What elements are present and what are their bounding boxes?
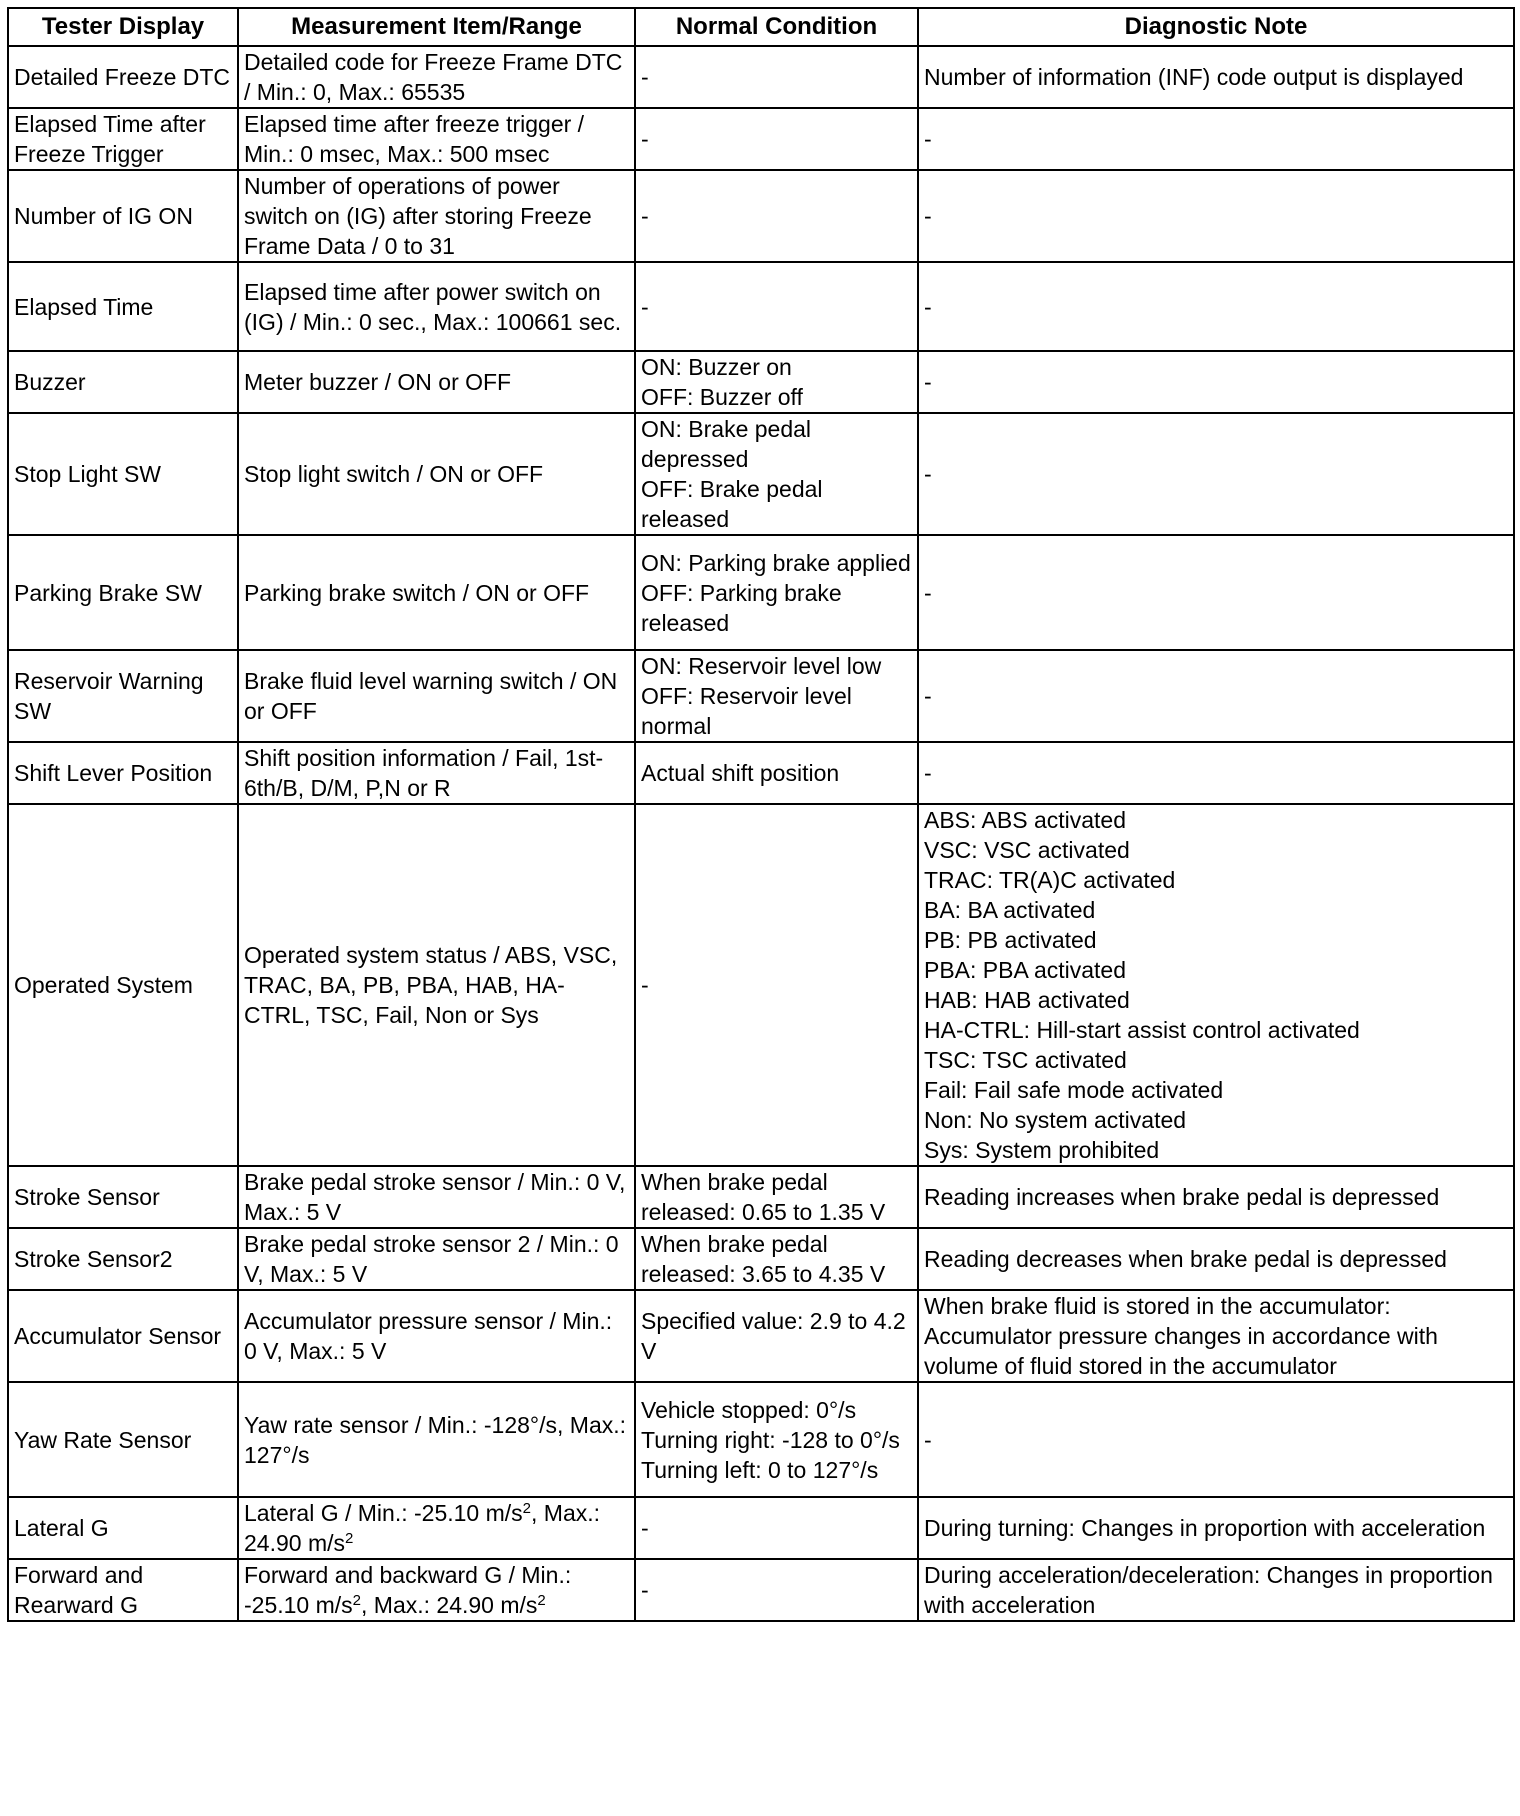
table-row — [8, 108, 1514, 170]
cell-measurement: Forward and backward G / Min.: -25.10 $m/s^2$, Max.: 24.90 $m/s^2$ — [238, 1559, 635, 1621]
cell-normal-condition: ON: Buzzer on OFF: Buzzer off — [635, 351, 918, 413]
table-row — [8, 1228, 1514, 1290]
table-row — [8, 170, 1514, 262]
cell-diagnostic-note: - — [918, 413, 1514, 535]
cell-diagnostic-note: Reading decreases when brake pedal is depressed — [918, 1228, 1514, 1290]
table-row — [8, 1166, 1514, 1228]
cell-measurement: Elapsed time after power switch on (IG) / Min.: 0 sec., Max.: 100661 sec. — [238, 262, 635, 351]
cell-diagnostic-note: - — [918, 262, 1514, 351]
cell-diagnostic-note: - — [918, 742, 1514, 804]
cell-normal-condition: - — [635, 170, 918, 262]
header-diagnostic-note: Diagnostic Note — [918, 8, 1514, 46]
cell-measurement: Parking brake switch / ON or OFF — [238, 535, 635, 650]
cell-normal-condition: - — [635, 1559, 918, 1621]
cell-measurement: Meter buzzer / ON or OFF — [238, 351, 635, 413]
table-row — [8, 351, 1514, 413]
cell-tester-display: Lateral G — [8, 1497, 238, 1559]
cell-normal-condition: ON: Reservoir level low OFF: Reservoir level normal — [635, 650, 918, 742]
cell-measurement: Lateral G / Min.: -25.10 $m/s^2$, Max.: 24.90 $m/s^2$ — [238, 1497, 635, 1559]
table-body — [8, 46, 1514, 1621]
cell-tester-display: Reservoir Warning SW — [8, 650, 238, 742]
cell-diagnostic-note: During turning: Changes in proportion with acceleration — [918, 1497, 1514, 1559]
table-row — [8, 1382, 1514, 1497]
cell-normal-condition: ON: Parking brake applied OFF: Parking brake released — [635, 535, 918, 650]
table-row — [8, 46, 1514, 108]
cell-tester-display: Parking Brake SW — [8, 535, 238, 650]
table-row — [8, 262, 1514, 351]
header-row — [8, 8, 1514, 46]
header-normal-condition: Normal Condition — [635, 8, 918, 46]
cell-tester-display: Stroke Sensor — [8, 1166, 238, 1228]
table-row — [8, 1497, 1514, 1559]
table-row — [8, 742, 1514, 804]
cell-diagnostic-note: - — [918, 535, 1514, 650]
cell-tester-display: Yaw Rate Sensor — [8, 1382, 238, 1497]
cell-normal-condition: When brake pedal released: 3.65 to 4.35 V — [635, 1228, 918, 1290]
cell-normal-condition: When brake pedal released: 0.65 to 1.35 V — [635, 1166, 918, 1228]
cell-diagnostic-note: During acceleration/deceleration: Changes in proportion with acceleration — [918, 1559, 1514, 1621]
cell-measurement: Operated system status / ABS, VSC, TRAC, BA, PB, PBA, HAB, HA-CTRL, TSC, Fail, Non or Sys — [238, 804, 635, 1166]
table-row — [8, 650, 1514, 742]
cell-diagnostic-note: - — [918, 108, 1514, 170]
cell-diagnostic-note: Reading increases when brake pedal is depressed — [918, 1166, 1514, 1228]
cell-measurement: Yaw rate sensor / Min.: -128°/s, Max.: 127°/s — [238, 1382, 635, 1497]
cell-diagnostic-note: - — [918, 650, 1514, 742]
table-row — [8, 413, 1514, 535]
cell-diagnostic-note: When brake fluid is stored in the accumulator: Accumulator pressure changes in accordance with volume of fluid stored in the accumulator — [918, 1290, 1514, 1382]
cell-measurement: Number of operations of power switch on (IG) after storing Freeze Frame Data / 0 to 31 — [238, 170, 635, 262]
superscript-exponent: 2 — [522, 1500, 532, 1517]
data-list-table — [7, 7, 1515, 1622]
header-measurement-item-range: Measurement Item/Range — [238, 8, 635, 46]
cell-normal-condition: - — [635, 46, 918, 108]
cell-normal-condition: - — [635, 804, 918, 1166]
cell-tester-display: Operated System — [8, 804, 238, 1166]
cell-tester-display: Elapsed Time after Freeze Trigger — [8, 108, 238, 170]
cell-measurement: Brake fluid level warning switch / ON or OFF — [238, 650, 635, 742]
cell-tester-display: Forward and Rearward G — [8, 1559, 238, 1621]
cell-diagnostic-note: ABS: ABS activated VSC: VSC activated TRAC: TR(A)C activated BA: BA activated PB: PB activated PBA: PBA activated HAB: HAB activated HA-CTRL: Hill-start assist control activated TSC: TSC activated Fail: Fail safe mode activated Non: No system activated Sys: System prohibited — [918, 804, 1514, 1166]
table-header — [8, 8, 1514, 46]
cell-normal-condition: ON: Brake pedal depressed OFF: Brake pedal released — [635, 413, 918, 535]
cell-diagnostic-note: - — [918, 170, 1514, 262]
cell-measurement: Brake pedal stroke sensor / Min.: 0 V, Max.: 5 V — [238, 1166, 635, 1228]
cell-tester-display: Detailed Freeze DTC — [8, 46, 238, 108]
cell-tester-display: Shift Lever Position — [8, 742, 238, 804]
table-row — [8, 1290, 1514, 1382]
cell-tester-display: Buzzer — [8, 351, 238, 413]
superscript-exponent: 2 — [345, 1530, 354, 1547]
table-row — [8, 1559, 1514, 1621]
cell-measurement: Detailed code for Freeze Frame DTC / Min.: 0, Max.: 65535 — [238, 46, 635, 108]
cell-normal-condition: Actual shift position — [635, 742, 918, 804]
cell-diagnostic-note: - — [918, 1382, 1514, 1497]
cell-tester-display: Stroke Sensor2 — [8, 1228, 238, 1290]
cell-normal-condition: - — [635, 1497, 918, 1559]
table-row — [8, 535, 1514, 650]
superscript-exponent: 2 — [352, 1592, 361, 1609]
cell-tester-display: Stop Light SW — [8, 413, 238, 535]
table-row — [8, 804, 1514, 1166]
cell-measurement: Elapsed time after freeze trigger / Min.: 0 msec, Max.: 500 msec — [238, 108, 635, 170]
cell-measurement: Brake pedal stroke sensor 2 / Min.: 0 V, Max.: 5 V — [238, 1228, 635, 1290]
cell-diagnostic-note: Number of information (INF) code output is displayed — [918, 46, 1514, 108]
cell-measurement: Stop light switch / ON or OFF — [238, 413, 635, 535]
cell-normal-condition: Vehicle stopped: 0°/s Turning right: -128 to 0°/s Turning left: 0 to 127°/s — [635, 1382, 918, 1497]
cell-tester-display: Number of IG ON — [8, 170, 238, 262]
cell-normal-condition: - — [635, 262, 918, 351]
cell-tester-display: Elapsed Time — [8, 262, 238, 351]
cell-normal-condition: Specified value: 2.9 to 4.2 V — [635, 1290, 918, 1382]
cell-measurement: Shift position information / Fail, 1st-6th/B, D/M, P,N or R — [238, 742, 635, 804]
header-tester-display: Tester Display — [8, 8, 238, 46]
cell-tester-display: Accumulator Sensor — [8, 1290, 238, 1382]
superscript-exponent: 2 — [537, 1592, 546, 1609]
cell-normal-condition: - — [635, 108, 918, 170]
cell-diagnostic-note: - — [918, 351, 1514, 413]
cell-measurement: Accumulator pressure sensor / Min.: 0 V, Max.: 5 V — [238, 1290, 635, 1382]
